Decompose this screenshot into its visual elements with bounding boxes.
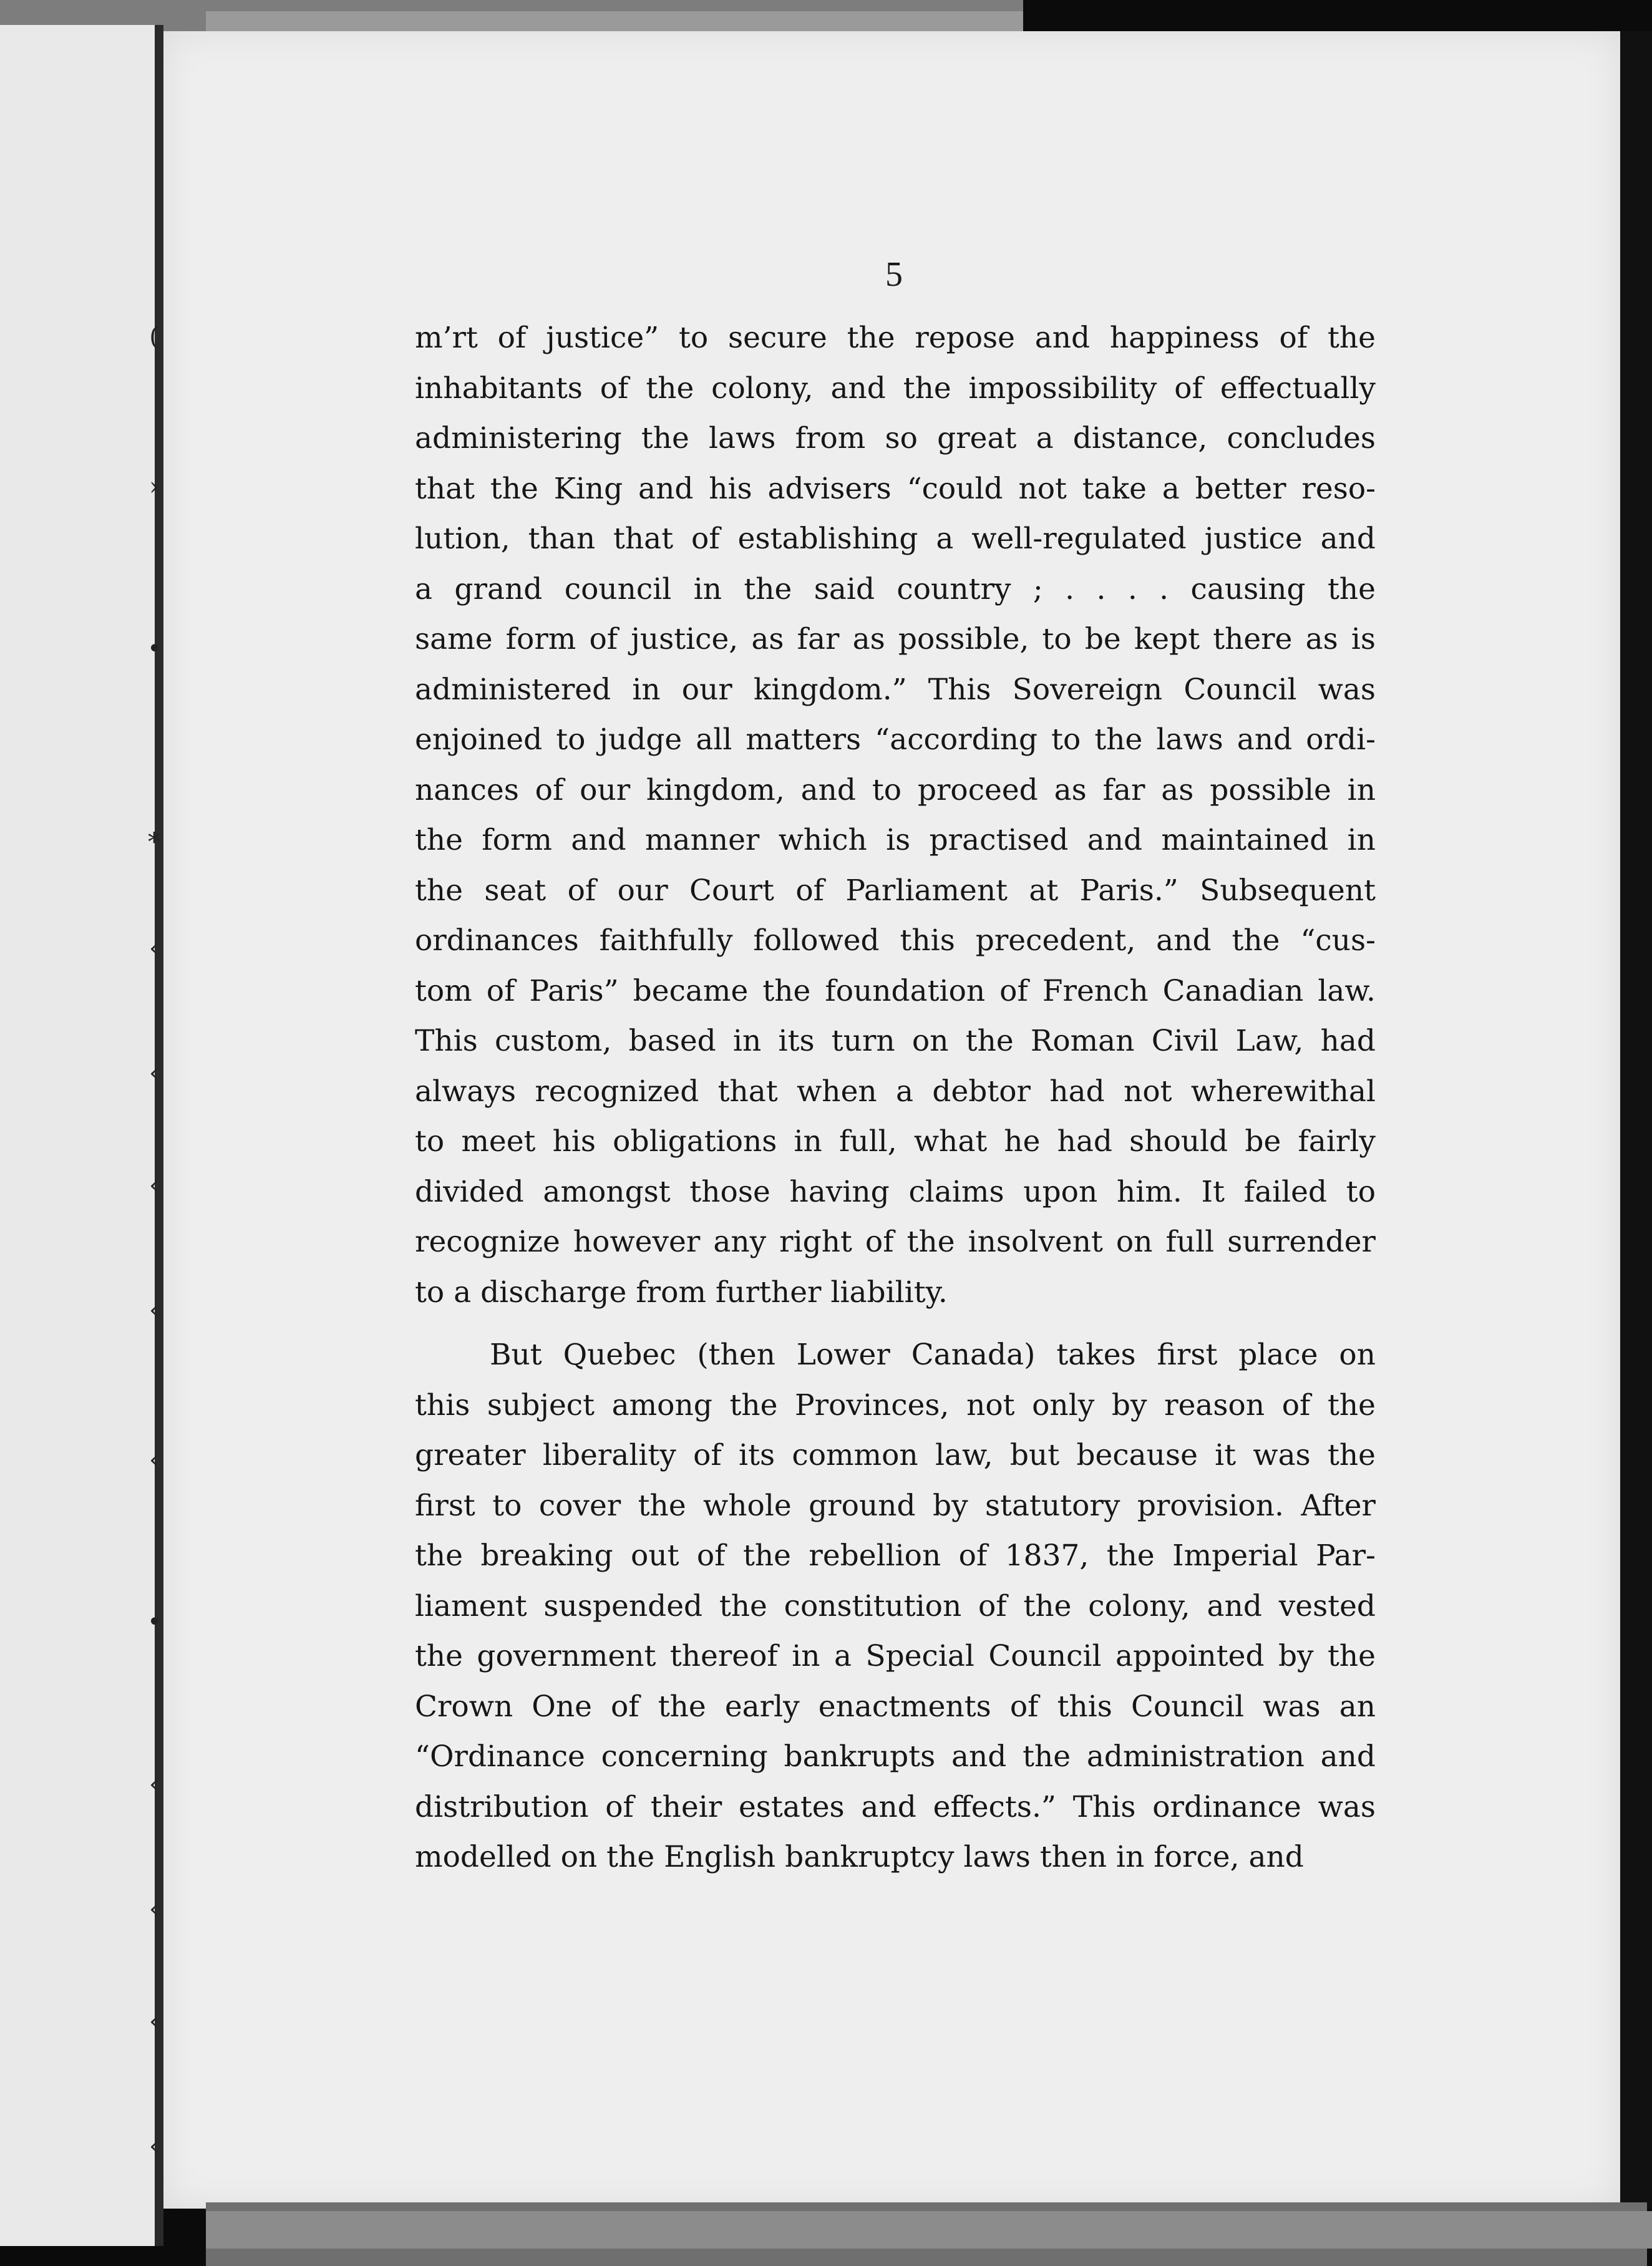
binding-stitch-mark: ‹ xyxy=(149,2007,159,2036)
binding-stitch-mark: ‹ xyxy=(149,1059,159,1087)
text-line: This custom, based in its turn on the Roman Civil Law, had xyxy=(415,1024,1376,1058)
text-line: liament suspended the constitution of the colony, and vested xyxy=(415,1588,1376,1623)
text-line: the seat of our Court of Parliament at Paris.” Subsequent xyxy=(415,873,1376,908)
text-line: ordinances faithfully followed this precedent, and the “cus- xyxy=(415,923,1376,958)
page-right-edge xyxy=(1620,31,1652,2209)
text-line: nances of our kingdom, and to proceed as far as possible in xyxy=(415,772,1376,807)
paragraph xyxy=(415,313,1376,1318)
text-line: the government thereof in a Special Council appointed by the xyxy=(415,1639,1376,1673)
text-line: same form of justice, as far as possible, to be kept there as is xyxy=(415,622,1376,656)
text-line: always recognized that when a debtor had not wherewithal xyxy=(415,1074,1376,1109)
binding-stitch-mark: ‹ xyxy=(149,1770,159,1799)
binding-stitch-mark: ‹ xyxy=(149,1895,159,1923)
binding-stitch-mark: ‹ xyxy=(149,1296,159,1325)
text-line: a grand council in the said country ; . . . . causing the xyxy=(415,571,1376,606)
text-line: greater liberality of its common law, but because it was the xyxy=(415,1438,1376,1472)
binding-stitch-mark: ( xyxy=(149,323,159,351)
text-line: m’rt of justice” to secure the repose and happiness of the xyxy=(415,321,1376,355)
text-line: to meet his obligations in full, what he had should be fairly xyxy=(415,1124,1376,1159)
binding-stitch-mark: • xyxy=(147,635,162,663)
text-line: divided amongst those having claims upon him. It failed to xyxy=(415,1174,1376,1209)
text-line: “Ordinance concerning bankrupts and the administration and xyxy=(415,1739,1376,1774)
binding-stitch-mark: ‹ xyxy=(149,1171,159,1200)
binding-stitch-mark: ‹ xyxy=(149,1446,159,1474)
text-line: the breaking out of the rebellion of 1837, the Imperial Par- xyxy=(415,1539,1376,1573)
text-line: lution, than that of establishing a well-regulated justice and xyxy=(415,522,1376,556)
text-line: the form and manner which is practised and maintained in xyxy=(415,823,1376,857)
body-text xyxy=(415,313,1376,1883)
text-line: administered in our kingdom.” This Sovereign Council was xyxy=(415,672,1376,707)
binding-stitch-mark: • xyxy=(147,1608,162,1636)
binding-stitch-mark: › xyxy=(149,472,159,501)
cover-board-bottom-inner xyxy=(206,2211,1652,2249)
text-line: this subject among the Provinces, not only by reason of the xyxy=(415,1388,1376,1422)
text-line: that the King and his advisers “could not take a better reso- xyxy=(415,471,1376,506)
text-line: distribution of their estates and effects.” This ordinance was xyxy=(415,1789,1376,1824)
binding-stitch-mark: ‹ xyxy=(149,934,159,963)
text-line: first to cover the whole ground by statutory provision. After xyxy=(415,1488,1376,1523)
paragraph-gap xyxy=(415,1318,1376,1330)
text-line: recognize however any right of the insolvent on full surrender xyxy=(415,1225,1376,1259)
binding-stitch-mark: * xyxy=(148,828,160,857)
page-number: 5 xyxy=(885,255,903,294)
text-line: But Quebec (then Lower Canada) takes first place on xyxy=(490,1338,1376,1372)
text-line: tom of Paris” became the foundation of French Canadian law. xyxy=(415,973,1376,1008)
text-line: to a discharge from further liability. xyxy=(415,1275,948,1310)
paragraph xyxy=(415,1330,1376,1883)
binding-stitch-mark: ‹ xyxy=(149,2132,159,2161)
text-line: administering the laws from so great a distance, concludes xyxy=(415,421,1376,455)
text-line: inhabitants of the colony, and the impossibility of effectually xyxy=(415,371,1376,406)
text-line: Crown One of the early enactments of this Council was an xyxy=(415,1689,1376,1724)
binding-strip xyxy=(0,25,155,2246)
text-line: enjoined to judge all matters “according to the laws and ordi- xyxy=(415,722,1376,757)
text-line: modelled on the English bankruptcy laws then in force, and xyxy=(415,1840,1304,1874)
